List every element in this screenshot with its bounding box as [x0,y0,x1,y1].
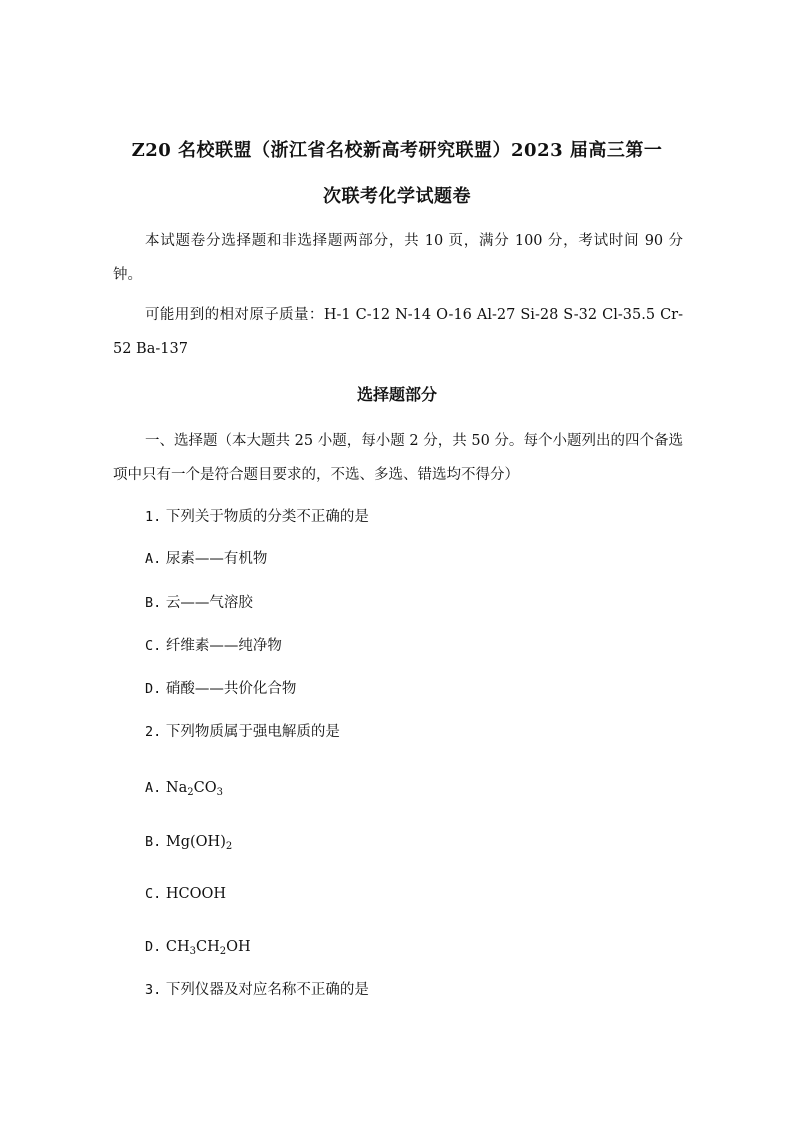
question-text: 下列仪器及对应名称不正确的是 [165,982,369,998]
exam-title-line-2: 次联考化学试题卷 [323,186,471,207]
question-1-option-d [145,679,296,699]
question-number: 2. [145,724,162,740]
option-text: 硝酸——共价化合物 [165,681,297,697]
section-instruction: 一、选择题（本大题共 25 小题，每小题 2 分，共 50 分。每个小题列出的四个备选项中只有一个是符合题目要求的，不选、多选、错选均不得分） [113,433,683,483]
option-key: B. [145,834,162,850]
question-1-option-b [145,593,253,613]
formula-hcooh: HCOOH [165,886,227,902]
formula-na2co3: $Na_2CO_3$ [165,780,223,798]
question-text: 下列关于物质的分类不正确的是 [165,509,369,525]
option-key: B. [145,595,162,611]
question-1-option-c [145,636,282,656]
question-1-stem [145,507,369,527]
question-number: 1. [145,509,162,525]
question-1-option-a [145,549,267,569]
option-text: 尿素——有机物 [165,551,268,567]
question-2-option-b [145,832,232,852]
option-key: D. [145,681,162,697]
option-key: C. [145,638,162,654]
question-2-option-c [145,884,226,904]
atomic-mass-paragraph: 可能用到的相对原子质量：H-1 C-12 N-14 O-16 Al-27 Si-28 S-32 Cl-35.5 Cr-52 Ba-137 [113,307,683,357]
option-text: 云——气溶胶 [165,595,253,611]
question-2-stem [145,722,340,742]
question-text: 下列物质属于强电解质的是 [165,724,340,740]
exam-intro-paragraph: 本试题卷分选择题和非选择题两部分，共 10 页，满分 100 分，考试时间 90 分钟。 [113,233,683,283]
option-key: A. [145,551,162,567]
question-2-option-a [145,778,223,798]
exam-title-line-1: Z20 名校联盟（浙江省名校新高考研究联盟）2023 届高三第一 [131,140,663,161]
option-key: A. [145,780,162,796]
formula-mgoh2: $Mg(OH)_2$ [165,834,233,852]
formula-ethanol: $CH_3CH_2OH$ [165,939,251,957]
option-text: 纤维素——纯净物 [165,638,282,654]
question-3-stem [145,980,369,1000]
option-key: C. [145,886,162,902]
question-2-option-d [145,937,251,957]
section-title: 选择题部分 [356,385,437,404]
option-key: D. [145,939,162,955]
question-number: 3. [145,982,162,998]
